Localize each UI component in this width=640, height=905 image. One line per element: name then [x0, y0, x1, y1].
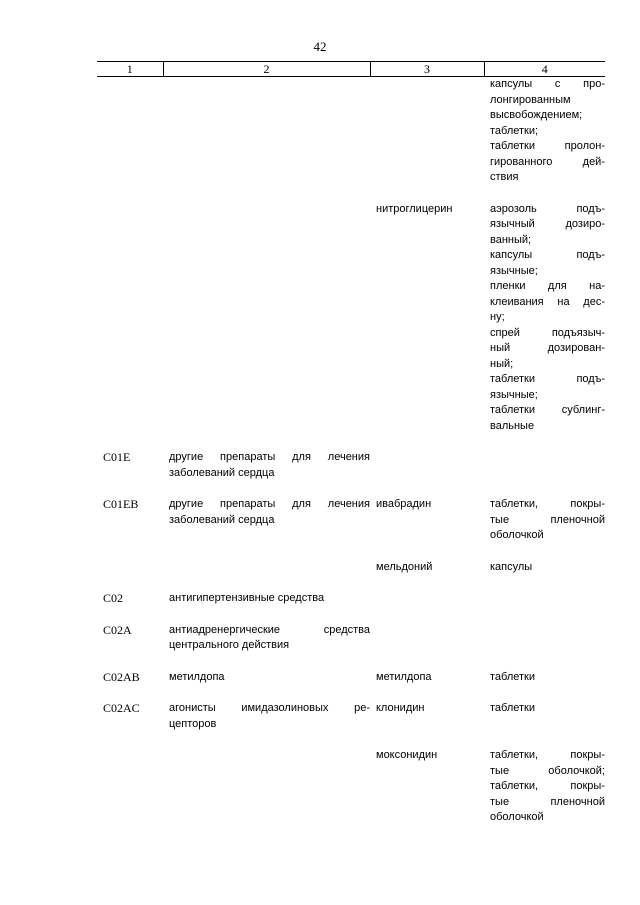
- spacer-cell: [97, 685, 163, 701]
- dosage-form-line: язычные;: [490, 388, 538, 401]
- drug-name-cell: нитроглицерин: [376, 202, 453, 215]
- group-name-cell: [163, 748, 370, 826]
- dosage-form-line: таблетки подъ-: [490, 373, 605, 385]
- spacer-cell: [163, 575, 370, 591]
- dosage-form-line: спрей подъязыч-: [490, 326, 605, 339]
- spacer-cell: [484, 575, 605, 591]
- spacer-cell: [163, 685, 370, 701]
- atc-code-cell: C02: [103, 591, 124, 605]
- spacer-cell: [97, 654, 163, 670]
- spacer-cell: [370, 654, 484, 670]
- dosage-form-line: вальные: [490, 419, 535, 432]
- table-row: [97, 497, 605, 544]
- group-name-cell: антиадренергические средства центрального действия: [169, 623, 370, 651]
- dosage-form-cell: [484, 77, 605, 186]
- spacer-cell: [484, 826, 605, 842]
- spacer-cell: [484, 544, 605, 560]
- spacer-cell: [370, 732, 484, 748]
- spacer-cell: [97, 607, 163, 623]
- table-row: [97, 670, 605, 686]
- group-name-cell: [163, 202, 370, 435]
- spacer-cell: [370, 544, 484, 560]
- spacer-cell: [370, 826, 484, 842]
- table-body: [97, 77, 605, 842]
- dosage-form-line: язычный дозиро-: [490, 218, 605, 230]
- table-row: [97, 623, 605, 654]
- dosage-form-line: таблетки: [490, 670, 536, 683]
- dosage-form-cell: [484, 623, 605, 654]
- group-name-cell: другие препараты для лечения заболеваний сердца: [169, 451, 370, 479]
- spacer-cell: [163, 186, 370, 202]
- row-spacer: [97, 732, 605, 748]
- dosage-form-line: язычные;: [490, 264, 538, 277]
- dosage-form-line: лонгированным: [490, 93, 571, 106]
- drug-name-cell: [370, 77, 484, 186]
- table-row: [97, 701, 605, 732]
- dosage-form-line: таблетки;: [490, 124, 539, 137]
- dosage-form-line: капсулы подъ-: [490, 249, 605, 261]
- spacer-cell: [97, 544, 163, 560]
- table-row: [97, 591, 605, 607]
- group-name-cell: агонисты имидазолиновых ре-цепторов: [169, 702, 370, 730]
- spacer-cell: [163, 434, 370, 450]
- group-name-cell: антигипертензивные средства: [169, 592, 325, 604]
- spacer-cell: [163, 607, 370, 623]
- spacer-cell: [97, 434, 163, 450]
- dosage-form-line: тые пленочной: [490, 513, 605, 526]
- table-row: [97, 748, 605, 826]
- drug-name-cell: ивабрадин: [376, 498, 432, 510]
- spacer-cell: [163, 481, 370, 497]
- row-spacer: [97, 434, 605, 450]
- row-spacer: [97, 544, 605, 560]
- spacer-cell: [484, 481, 605, 497]
- spacer-cell: [97, 826, 163, 842]
- spacer-cell: [97, 186, 163, 202]
- group-name-cell: [163, 560, 370, 576]
- atc-code-cell: C02AB: [103, 669, 140, 684]
- spacer-cell: [97, 481, 163, 497]
- drug-table: [97, 61, 605, 842]
- spacer-cell: [370, 481, 484, 497]
- dosage-form-cell: [484, 591, 605, 607]
- dosage-form-line: ствия: [490, 171, 519, 183]
- atc-code-cell: C02A: [103, 622, 132, 637]
- dosage-form-cell: [484, 202, 605, 435]
- row-spacer: [97, 826, 605, 842]
- spacer-cell: [163, 732, 370, 748]
- dosage-form-cell: [484, 450, 605, 481]
- spacer-cell: [163, 654, 370, 670]
- dosage-form-line: таблетки, покры-: [490, 498, 605, 510]
- drug-name-cell: мельдоний: [376, 560, 433, 573]
- header-col-2: 2: [163, 62, 370, 77]
- header-col-1: 1: [97, 62, 163, 77]
- spacer-cell: [97, 575, 163, 591]
- group-name-cell: другие препараты для лечения заболеваний сердца: [169, 498, 370, 526]
- dosage-form-line: таблетки, покры-: [490, 749, 605, 761]
- table-header: [97, 62, 605, 77]
- spacer-cell: [163, 544, 370, 560]
- spacer-cell: [370, 575, 484, 591]
- atc-code-cell: C02AC: [103, 701, 140, 715]
- dosage-form-cell: [484, 748, 605, 826]
- dosage-form-cell: [484, 670, 605, 686]
- spacer-cell: [484, 654, 605, 670]
- dosage-form-line: гированного дей-: [490, 155, 605, 168]
- spacer-cell: [370, 685, 484, 701]
- drug-name-cell: [370, 450, 484, 481]
- spacer-cell: [484, 434, 605, 450]
- dosage-form-line: пленки для на-: [490, 280, 605, 292]
- spacer-cell: [163, 826, 370, 842]
- table-row: [97, 202, 605, 435]
- drug-name-cell: [370, 623, 484, 654]
- spacer-cell: [97, 732, 163, 748]
- dosage-form-cell: [484, 701, 605, 732]
- dosage-form-line: ну;: [490, 311, 505, 323]
- group-name-cell: метилдопа: [169, 670, 225, 683]
- table-row: [97, 77, 605, 186]
- atc-code-cell: [97, 560, 163, 576]
- atc-code-cell: [97, 77, 163, 186]
- dosage-form-line: таблетки, покры-: [490, 780, 605, 792]
- table-row: [97, 560, 605, 576]
- drug-name-cell: [370, 591, 484, 607]
- dosage-form-line: таблетки: [490, 702, 536, 714]
- dosage-form-line: тые оболочкой;: [490, 764, 605, 777]
- row-spacer: [97, 481, 605, 497]
- dosage-form-line: капсулы с про-: [490, 78, 605, 90]
- atc-code-cell: C01EB: [103, 497, 139, 511]
- atc-code-cell: [97, 202, 163, 435]
- dosage-form-line: оболочкой: [490, 529, 544, 541]
- dosage-form-line: ный;: [490, 357, 514, 370]
- dosage-form-cell: [484, 560, 605, 576]
- dosage-form-line: таблетки пролон-: [490, 140, 605, 152]
- dosage-form-cell: [484, 497, 605, 544]
- dosage-form-line: ванный;: [490, 233, 532, 246]
- row-spacer: [97, 607, 605, 623]
- spacer-cell: [370, 434, 484, 450]
- row-spacer: [97, 654, 605, 670]
- spacer-cell: [370, 186, 484, 202]
- page-number: 42: [313, 39, 327, 54]
- header-col-3: 3: [370, 62, 484, 77]
- dosage-form-line: аэрозоль подъ-: [490, 202, 605, 215]
- row-spacer: [97, 685, 605, 701]
- atc-code-cell: [97, 748, 163, 826]
- dosage-form-line: капсулы: [490, 560, 533, 573]
- row-spacer: [97, 575, 605, 591]
- row-spacer: [97, 186, 605, 202]
- drug-name-cell: метилдопа: [376, 670, 432, 683]
- header-col-4: 4: [484, 62, 605, 77]
- drug-name-cell: моксонидин: [376, 749, 438, 761]
- dosage-form-line: клеивания на дес-: [490, 295, 605, 308]
- table-row: [97, 450, 605, 481]
- spacer-cell: [484, 732, 605, 748]
- drug-name-cell: клонидин: [376, 702, 425, 714]
- dosage-form-line: ный дозирован-: [490, 342, 605, 354]
- dosage-form-line: оболочкой: [490, 811, 544, 823]
- spacer-cell: [484, 607, 605, 623]
- dosage-form-line: тые пленочной: [490, 795, 605, 808]
- group-name-cell: [163, 77, 370, 186]
- spacer-cell: [484, 685, 605, 701]
- dosage-form-line: высвобождением;: [490, 109, 583, 121]
- spacer-cell: [484, 186, 605, 202]
- atc-code-cell: C01E: [103, 450, 131, 464]
- spacer-cell: [370, 607, 484, 623]
- dosage-form-line: таблетки сублинг-: [490, 404, 605, 416]
